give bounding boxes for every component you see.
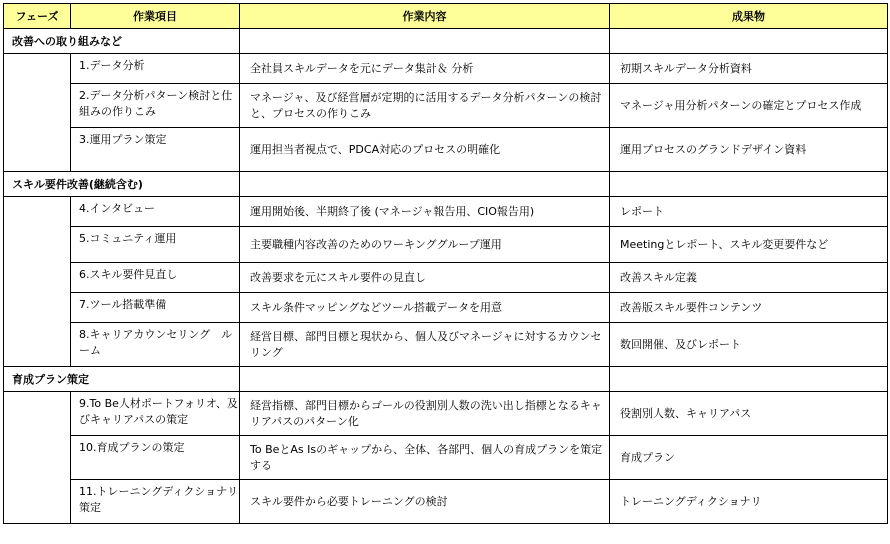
task-cell: 11.トレーニングディクショナリ 策定: [71, 480, 240, 524]
output-cell: 改善スキル定義: [610, 263, 888, 293]
content-cell: 主要職種内容改善のためのワーキンググループ運用: [240, 227, 610, 263]
content-cell: 運用開始後、半期終了後 (マネージャ報告用、CIO報告用): [240, 197, 610, 227]
output-cell: 初期スキルデータ分析資料: [610, 54, 888, 84]
task-cell: 10.育成プランの策定: [71, 436, 240, 480]
header-row: [4, 4, 888, 29]
output-cell: 改善版スキル要件コンテンツ: [610, 293, 888, 323]
task-cell: 4.インタビュー: [71, 197, 240, 227]
content-cell: 運用担当者視点で、PDCA対応のプロセスの明確化: [240, 128, 610, 172]
output-cell: トレーニングディクショナリ: [610, 480, 888, 524]
table-row: [4, 323, 888, 367]
header-content: 作業内容: [240, 4, 610, 29]
table-row: [4, 480, 888, 524]
task-cell: 9.To Be人材ポートフォリオ、及びキャリアパスの策定: [71, 392, 240, 436]
task-cell: 3.運用プラン策定: [71, 128, 240, 172]
section-title: 育成プラン策定: [4, 367, 240, 392]
task-cell: 1.データ分析: [71, 54, 240, 84]
section-row: [4, 29, 888, 54]
header-task: 作業項目: [71, 4, 240, 29]
table-row: [4, 197, 888, 227]
table-row: [4, 227, 888, 263]
table-row: [4, 436, 888, 480]
task-cell: 8.キャリアカウンセリング ルーム: [71, 323, 240, 367]
output-cell: レポート: [610, 197, 888, 227]
task-cell: 2.データ分析パターン検討と仕組みの作りこみ: [71, 84, 240, 128]
content-cell: スキル要件から必要トレーニングの検討: [240, 480, 610, 524]
section-row: [4, 367, 888, 392]
task-cell: 7.ツール搭載準備: [71, 293, 240, 323]
output-cell: 運用プロセスのグランドデザイン資料: [610, 128, 888, 172]
task-cell: 6.スキル要件見直し: [71, 263, 240, 293]
table-row: [4, 263, 888, 293]
output-cell: マネージャ用分析パターンの確定とプロセス作成: [610, 84, 888, 128]
output-cell: 育成プラン: [610, 436, 888, 480]
header-phase: フェーズ: [4, 4, 71, 29]
table-row: [4, 293, 888, 323]
output-cell: Meetingとレポート、スキル変更要件など: [610, 227, 888, 263]
section-title: スキル要件改善(継続含む): [4, 172, 240, 197]
content-cell: 全社員スキルデータを元にデータ集計＆ 分析: [240, 54, 610, 84]
section-title: 改善への取り組みなど: [4, 29, 240, 54]
table-row: [4, 84, 888, 128]
header-output: 成果物: [610, 4, 888, 29]
content-cell: To BeとAs Isのギャップから、全体、各部門、個人の育成プランを策定する: [240, 436, 610, 480]
content-cell: 経営指標、部門目標からゴールの役割別人数の洗い出し指標となるキャリアパスのパターン化: [240, 392, 610, 436]
table-row: [4, 128, 888, 172]
task-cell: 5.コミュニティ運用: [71, 227, 240, 263]
output-cell: 役割別人数、キャリアパス: [610, 392, 888, 436]
section-row: [4, 172, 888, 197]
output-cell: 数回開催、及びレポート: [610, 323, 888, 367]
table-row: [4, 54, 888, 84]
content-cell: マネージャ、及び経営層が定期的に活用するデータ分析パターンの検討と、プロセスの作りこみ: [240, 84, 610, 128]
content-cell: スキル条件マッピングなどツール搭載データを用意: [240, 293, 610, 323]
content-cell: 改善要求を元にスキル要件の見直し: [240, 263, 610, 293]
work-plan-table: [3, 3, 888, 524]
table-row: [4, 392, 888, 436]
content-cell: 経営目標、部門目標と現状から、個人及びマネージャに対するカウンセリング: [240, 323, 610, 367]
